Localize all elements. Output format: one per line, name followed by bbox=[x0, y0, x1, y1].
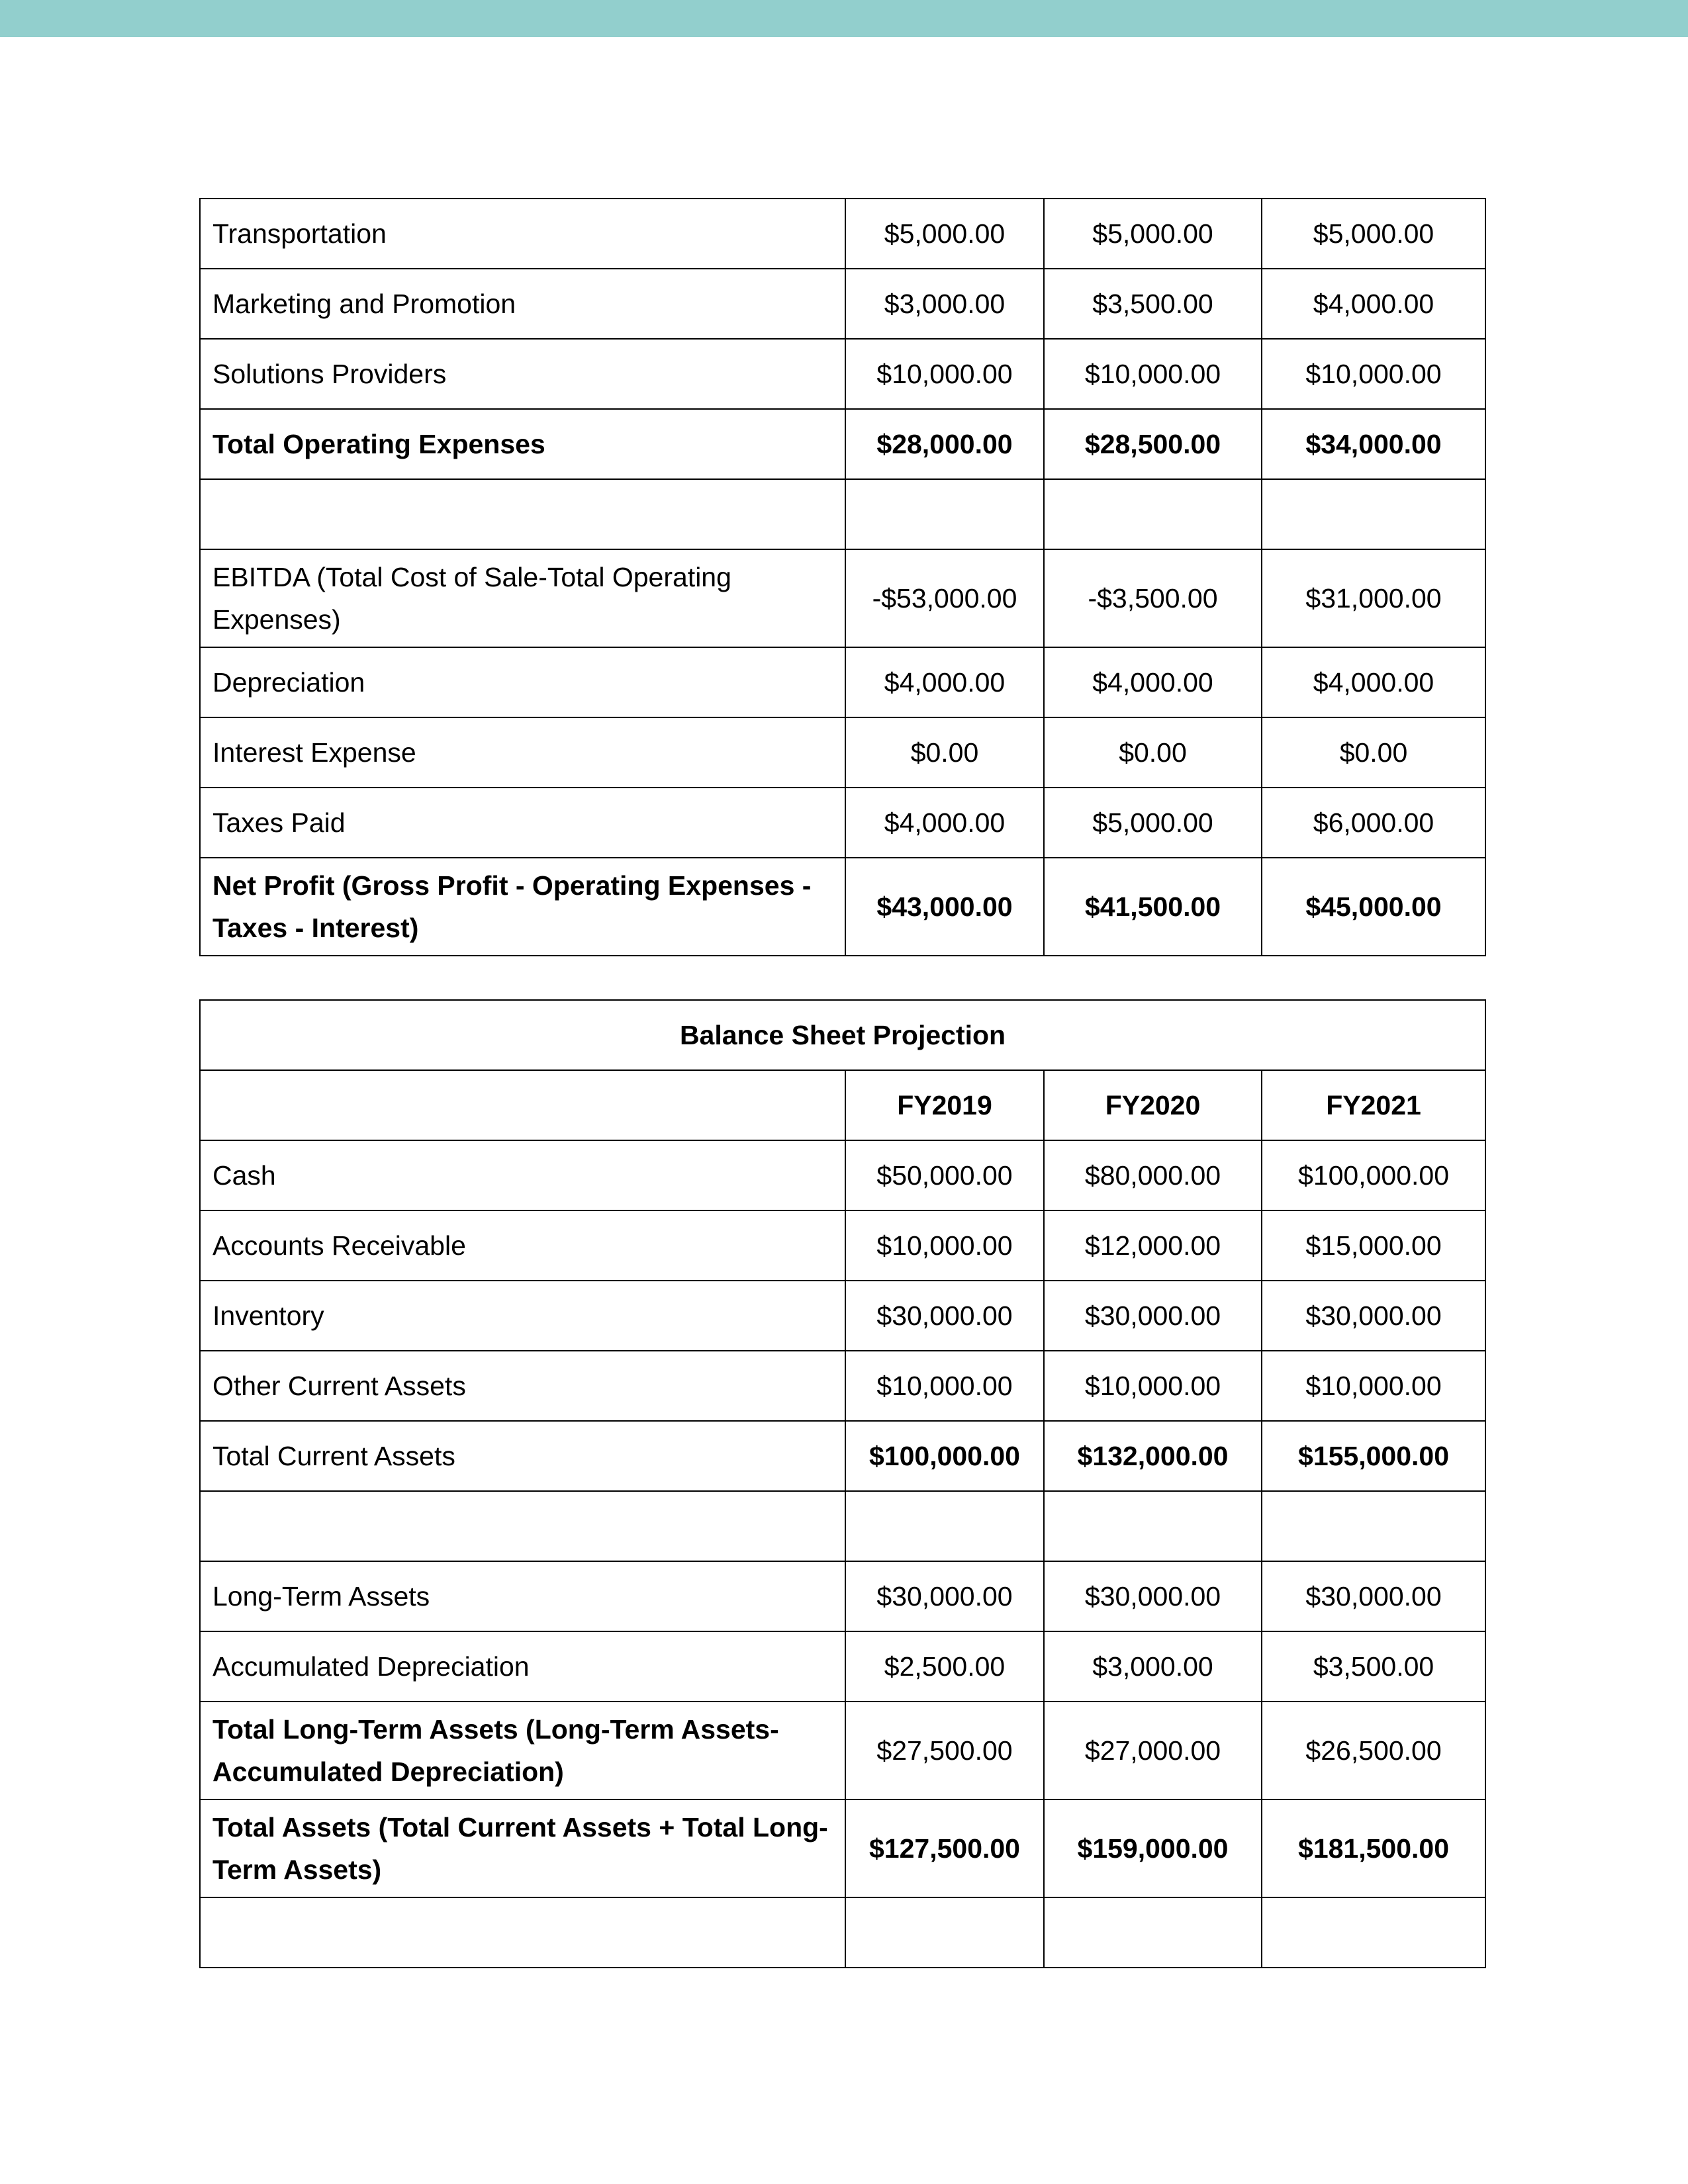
cell-fy2019: $4,000.00 bbox=[845, 647, 1044, 717]
cell-fy2021 bbox=[1262, 1491, 1485, 1561]
cell-fy2019: $10,000.00 bbox=[845, 1210, 1044, 1281]
table-row bbox=[200, 647, 1485, 717]
cell-fy2019: $127,500.00 bbox=[845, 1799, 1044, 1897]
table-row bbox=[200, 1281, 1485, 1351]
row-label: Marketing and Promotion bbox=[200, 269, 845, 339]
income-statement-table bbox=[199, 198, 1486, 956]
cell-fy2019: $10,000.00 bbox=[845, 339, 1044, 409]
row-label: Inventory bbox=[200, 1281, 845, 1351]
cell-fy2020: $10,000.00 bbox=[1044, 339, 1262, 409]
row-label bbox=[200, 1491, 845, 1561]
cell-fy2020: -$3,500.00 bbox=[1044, 549, 1262, 647]
cell-fy2021: $100,000.00 bbox=[1262, 1140, 1485, 1210]
row-label: Accounts Receivable bbox=[200, 1210, 845, 1281]
cell-fy2019 bbox=[845, 1491, 1044, 1561]
cell-fy2021: $26,500.00 bbox=[1262, 1702, 1485, 1799]
cell-fy2020: $80,000.00 bbox=[1044, 1140, 1262, 1210]
cell-fy2019: $28,000.00 bbox=[845, 409, 1044, 479]
cell-fy2019: $5,000.00 bbox=[845, 199, 1044, 269]
cell-fy2019: $30,000.00 bbox=[845, 1281, 1044, 1351]
row-label: Total Operating Expenses bbox=[200, 409, 845, 479]
row-label: Net Profit (Gross Profit - Operating Expenses - Taxes - Interest) bbox=[200, 858, 845, 956]
cell-fy2019: $0.00 bbox=[845, 717, 1044, 788]
balance-sheet-table bbox=[199, 999, 1486, 1968]
table-row-total bbox=[200, 1421, 1485, 1491]
cell-fy2021: $10,000.00 bbox=[1262, 1351, 1485, 1421]
table-row bbox=[200, 1140, 1485, 1210]
row-label: Solutions Providers bbox=[200, 339, 845, 409]
row-label: Taxes Paid bbox=[200, 788, 845, 858]
row-label: Transportation bbox=[200, 199, 845, 269]
table-row-total bbox=[200, 858, 1485, 956]
table-row bbox=[200, 339, 1485, 409]
cell-fy2020: $0.00 bbox=[1044, 717, 1262, 788]
cell-fy2020: $27,000.00 bbox=[1044, 1702, 1262, 1799]
row-label: Total Current Assets bbox=[200, 1421, 845, 1491]
column-header-fy2020: FY2020 bbox=[1044, 1070, 1262, 1140]
row-label: Total Assets (Total Current Assets + Total Long-Term Assets) bbox=[200, 1799, 845, 1897]
cell-fy2019: $30,000.00 bbox=[845, 1561, 1044, 1631]
row-label: Other Current Assets bbox=[200, 1351, 845, 1421]
column-header-fy2019: FY2019 bbox=[845, 1070, 1044, 1140]
cell-fy2019: $27,500.00 bbox=[845, 1702, 1044, 1799]
cell-fy2019: $50,000.00 bbox=[845, 1140, 1044, 1210]
cell-fy2020: $5,000.00 bbox=[1044, 788, 1262, 858]
cell-fy2021: $4,000.00 bbox=[1262, 647, 1485, 717]
row-label: Accumulated Depreciation bbox=[200, 1631, 845, 1702]
cell-fy2021: $45,000.00 bbox=[1262, 858, 1485, 956]
cell-fy2019 bbox=[845, 479, 1044, 549]
table-row-total bbox=[200, 1799, 1485, 1897]
row-label: Depreciation bbox=[200, 647, 845, 717]
cell-fy2019: $43,000.00 bbox=[845, 858, 1044, 956]
row-label: Interest Expense bbox=[200, 717, 845, 788]
table-row-empty bbox=[200, 1491, 1485, 1561]
cell-fy2020: $5,000.00 bbox=[1044, 199, 1262, 269]
cell-fy2019: $100,000.00 bbox=[845, 1421, 1044, 1491]
table-row bbox=[200, 788, 1485, 858]
table-row-total bbox=[200, 409, 1485, 479]
cell-fy2019: $2,500.00 bbox=[845, 1631, 1044, 1702]
cell-fy2021: $4,000.00 bbox=[1262, 269, 1485, 339]
cell-fy2019: $10,000.00 bbox=[845, 1351, 1044, 1421]
cell-fy2021: $0.00 bbox=[1262, 717, 1485, 788]
cell-fy2021: $5,000.00 bbox=[1262, 199, 1485, 269]
table-row-empty bbox=[200, 479, 1485, 549]
cell-fy2021: $155,000.00 bbox=[1262, 1421, 1485, 1491]
table-row bbox=[200, 1351, 1485, 1421]
row-label bbox=[200, 1897, 845, 1968]
cell-fy2020: $30,000.00 bbox=[1044, 1281, 1262, 1351]
table-title-row bbox=[200, 1000, 1485, 1070]
table-row bbox=[200, 1210, 1485, 1281]
cell-fy2021 bbox=[1262, 479, 1485, 549]
cell-fy2020: $12,000.00 bbox=[1044, 1210, 1262, 1281]
table-row bbox=[200, 1561, 1485, 1631]
table-row bbox=[200, 549, 1485, 647]
cell-fy2020: $159,000.00 bbox=[1044, 1799, 1262, 1897]
cell-fy2020: $41,500.00 bbox=[1044, 858, 1262, 956]
cell-fy2021: $30,000.00 bbox=[1262, 1561, 1485, 1631]
table-row bbox=[200, 1702, 1485, 1799]
cell-fy2020: $3,500.00 bbox=[1044, 269, 1262, 339]
cell-fy2019: $4,000.00 bbox=[845, 788, 1044, 858]
cell-fy2021: $181,500.00 bbox=[1262, 1799, 1485, 1897]
cell-fy2020 bbox=[1044, 479, 1262, 549]
row-label: Total Long-Term Assets (Long-Term Assets-Accumulated Depreciation) bbox=[200, 1702, 845, 1799]
column-header bbox=[200, 1070, 845, 1140]
column-header-fy2021: FY2021 bbox=[1262, 1070, 1485, 1140]
cell-fy2021: $10,000.00 bbox=[1262, 339, 1485, 409]
cell-fy2021: $15,000.00 bbox=[1262, 1210, 1485, 1281]
table-row bbox=[200, 717, 1485, 788]
cell-fy2021 bbox=[1262, 1897, 1485, 1968]
row-label bbox=[200, 479, 845, 549]
cell-fy2020: $30,000.00 bbox=[1044, 1561, 1262, 1631]
cell-fy2019: $3,000.00 bbox=[845, 269, 1044, 339]
cell-fy2020 bbox=[1044, 1491, 1262, 1561]
table-title: Balance Sheet Projection bbox=[200, 1000, 1485, 1070]
cell-fy2021: $3,500.00 bbox=[1262, 1631, 1485, 1702]
cell-fy2019: -$53,000.00 bbox=[845, 549, 1044, 647]
cell-fy2020 bbox=[1044, 1897, 1262, 1968]
cell-fy2021: $30,000.00 bbox=[1262, 1281, 1485, 1351]
cell-fy2020: $4,000.00 bbox=[1044, 647, 1262, 717]
cell-fy2020: $3,000.00 bbox=[1044, 1631, 1262, 1702]
row-label: Cash bbox=[200, 1140, 845, 1210]
table-row bbox=[200, 1631, 1485, 1702]
cell-fy2020: $10,000.00 bbox=[1044, 1351, 1262, 1421]
cell-fy2021: $31,000.00 bbox=[1262, 549, 1485, 647]
cell-fy2021: $6,000.00 bbox=[1262, 788, 1485, 858]
cell-fy2021: $34,000.00 bbox=[1262, 409, 1485, 479]
top-color-band bbox=[0, 0, 1688, 37]
table-row-empty bbox=[200, 1897, 1485, 1968]
cell-fy2019 bbox=[845, 1897, 1044, 1968]
table-row bbox=[200, 269, 1485, 339]
cell-fy2020: $132,000.00 bbox=[1044, 1421, 1262, 1491]
row-label: EBITDA (Total Cost of Sale-Total Operating Expenses) bbox=[200, 549, 845, 647]
cell-fy2020: $28,500.00 bbox=[1044, 409, 1262, 479]
table-row bbox=[200, 199, 1485, 269]
table-header-row bbox=[200, 1070, 1485, 1140]
row-label: Long-Term Assets bbox=[200, 1561, 845, 1631]
